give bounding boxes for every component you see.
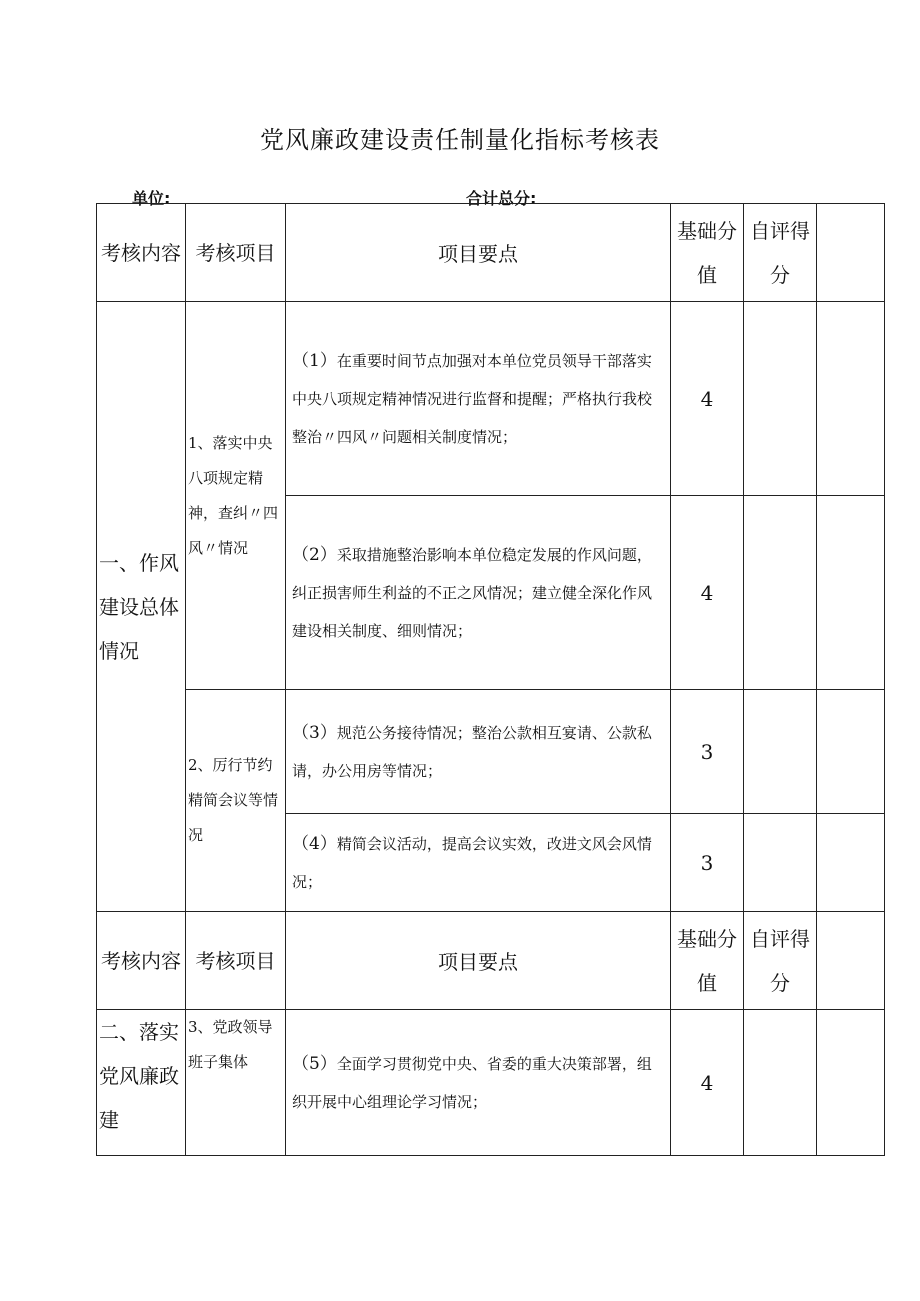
header-base-score: 基础分值 [671, 912, 744, 1010]
header-key-points: 项目要点 [286, 912, 671, 1010]
header-assessment-content: 考核内容 [97, 912, 186, 1010]
self-score-cell[interactable] [744, 690, 817, 814]
header-assessment-item: 考核项目 [186, 912, 286, 1010]
self-score-cell[interactable] [744, 496, 817, 690]
base-score: 3 [671, 690, 744, 814]
header-blank [817, 912, 885, 1010]
header-assessment-content: 考核内容 [97, 204, 186, 302]
blank-cell [817, 1010, 885, 1156]
table-row [97, 690, 885, 814]
point-text: 全面学习贯彻党中央、省委的重大决策部署，组织开展中心组理论学习情况； [292, 1054, 652, 1111]
point-number: （4） [292, 833, 337, 854]
table-header-row [97, 912, 885, 1010]
base-score: 3 [671, 814, 744, 912]
key-point [286, 814, 671, 912]
header-self-score: 自评得分 [744, 204, 817, 302]
blank-cell [817, 496, 885, 690]
key-point [286, 1010, 671, 1156]
base-score: 4 [671, 496, 744, 690]
key-point [286, 690, 671, 814]
blank-cell [817, 302, 885, 496]
item-title: 1、落实中央八项规定精神，查纠〃四风〃情况 [186, 302, 286, 690]
table-row [97, 302, 885, 496]
self-score-cell[interactable] [744, 1010, 817, 1156]
section-title: 一、作风建设总体情况 [97, 302, 186, 912]
key-point [286, 302, 671, 496]
point-text: 在重要时间节点加强对本单位党员领导干部落实中央八项规定精神情况进行监督和提醒；严格执行我校整治〃四风〃问题相关制度情况； [292, 351, 653, 446]
header-key-points: 项目要点 [286, 204, 671, 302]
self-score-cell[interactable] [744, 302, 817, 496]
page-title: 党风廉政建设责任制量化指标考核表 [260, 126, 660, 154]
point-number: （5） [292, 1053, 337, 1074]
table-header-row [97, 204, 885, 302]
unit-label: 单位: [132, 189, 171, 208]
self-score-cell[interactable] [744, 814, 817, 912]
blank-cell [817, 814, 885, 912]
header-blank [817, 204, 885, 302]
point-text: 规范公务接待情况；整治公款相互宴请、公款私请，办公用房等情况； [292, 723, 652, 780]
base-score: 4 [671, 1010, 744, 1156]
header-base-score: 基础分值 [671, 204, 744, 302]
header-self-score: 自评得分 [744, 912, 817, 1010]
point-number: （2） [292, 544, 337, 565]
point-text: 采取措施整治影响本单位稳定发展的作风问题，纠正损害师生利益的不正之风情况；建立健全深化作风建设相关制度、细则情况； [292, 545, 653, 640]
item-title: 2、厉行节约精简会议等情况 [186, 690, 286, 912]
header-assessment-item: 考核项目 [186, 204, 286, 302]
base-score: 4 [671, 302, 744, 496]
assessment-table [96, 203, 885, 1156]
table-row [97, 1010, 885, 1156]
blank-cell [817, 690, 885, 814]
total-score-label: 合计总分: [466, 189, 537, 208]
item-title: 3、党政领导班子集体 [186, 1010, 286, 1156]
point-number: （3） [292, 722, 337, 743]
key-point [286, 496, 671, 690]
section-title: 二、落实党风廉政建 [97, 1010, 186, 1156]
point-text: 精简会议活动，提高会议实效，改进文风会风情况； [292, 834, 652, 891]
point-number: （1） [292, 350, 337, 371]
